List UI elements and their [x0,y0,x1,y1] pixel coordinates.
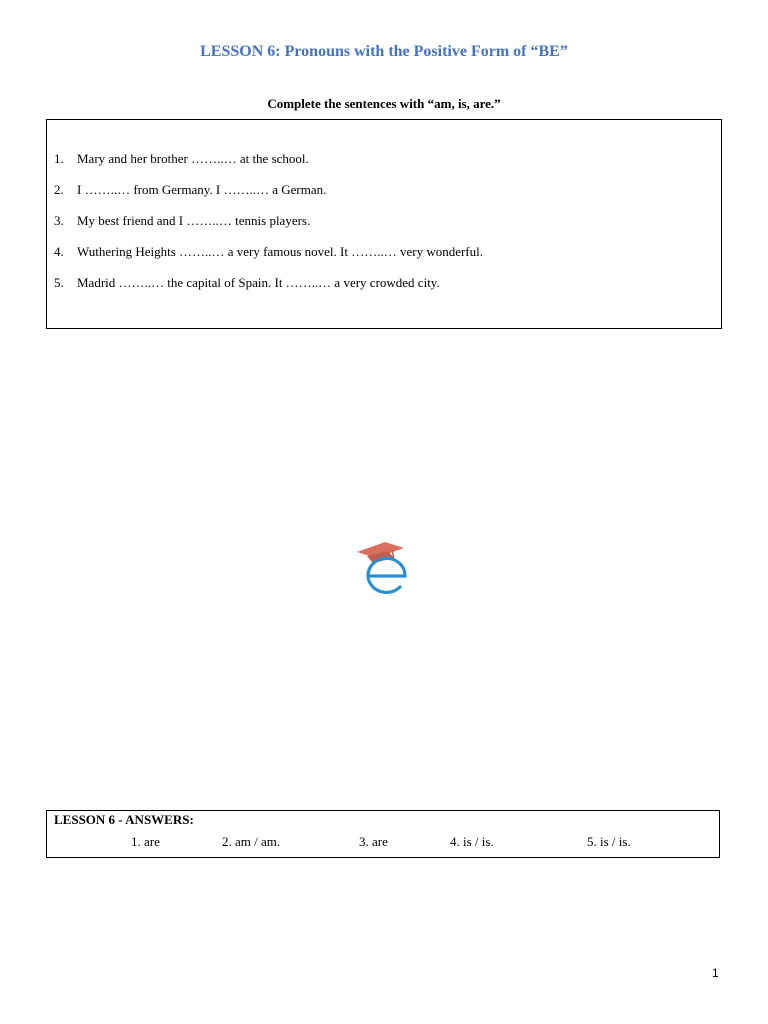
exercise-item-text: I ……..… from Germany. I ……..… a German. [77,182,327,197]
exercise-item-text: My best friend and I ……..… tennis players. [77,213,311,228]
letter-e-shape [368,558,405,592]
answers-box [46,810,720,858]
graduation-cap-e-logo-icon [352,536,416,594]
exercise-item-text: Madrid ……..… the capital of Spain. It ……..… a very crowded city. [77,275,440,290]
exercise-item-text: Wuthering Heights ……..… a very famous novel. It ……..… very wonderful. [77,244,484,259]
exercise-item [54,275,483,306]
answer-item: 5. is / is. [587,834,631,849]
answer-item: 2. am / am. [222,834,281,849]
exercise-item-number: 3. [54,213,64,228]
answers-title: LESSON 6 - ANSWERS: [54,812,194,827]
answer-item: 4. is / is. [450,834,494,849]
page-title: LESSON 6: Pronouns with the Positive Form of “BE” [200,43,568,60]
exercise-list [54,151,483,306]
exercise-item-number: 4. [54,244,64,259]
exercise-item [54,151,483,182]
exercise-item-text: Mary and her brother ……..… at the school. [77,151,309,166]
exercise-item [54,182,483,213]
exercise-box [46,119,722,329]
exercise-instruction: Complete the sentences with “am, is, are.” [267,96,501,111]
exercise-item-number: 1. [54,151,64,166]
exercise-item [54,244,483,275]
exercise-item [54,213,483,244]
answer-item: 3. are [359,834,388,849]
answer-item: 1. are [131,834,160,849]
exercise-item-number: 2. [54,182,64,197]
exercise-item-number: 5. [54,275,64,290]
page-number: 1 [712,966,719,980]
